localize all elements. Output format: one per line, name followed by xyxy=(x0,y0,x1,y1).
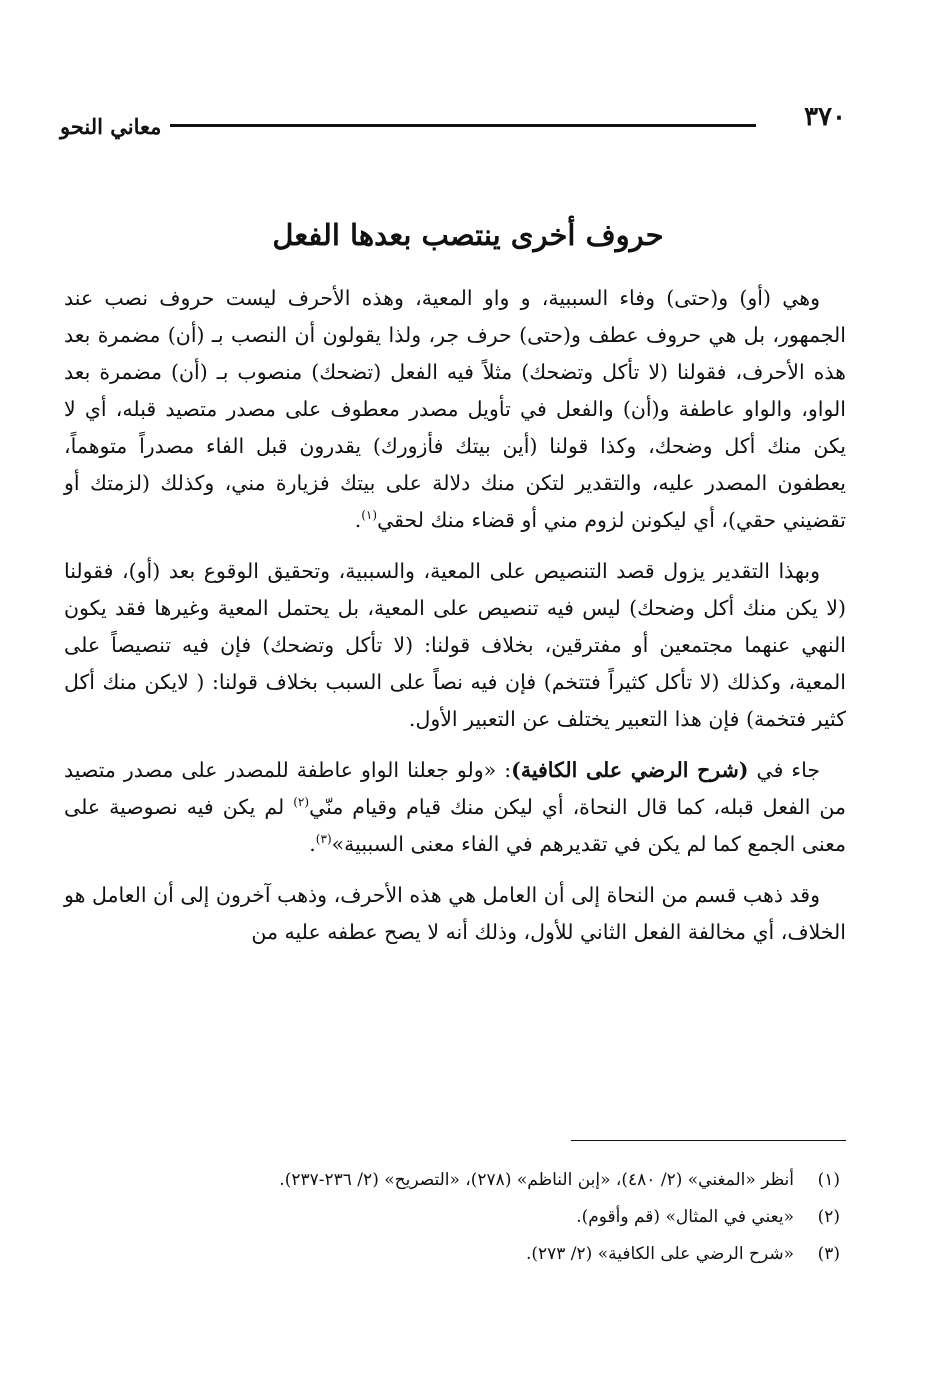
header-rule xyxy=(170,124,756,127)
paragraph-3-quote-b: لم يكن فيه نصوصية على معنى الجمع كما لم يكن في تقديرهم في الفاء معنى السببية» xyxy=(64,795,846,856)
paragraph-2 xyxy=(64,553,846,738)
footnotes xyxy=(64,1162,840,1273)
paragraph-4 xyxy=(64,877,846,951)
footnote-separator xyxy=(571,1140,846,1141)
footnote-ref-2: (٢) xyxy=(293,795,310,810)
paragraph-1: وهي (أو) و(حتى) وفاء السببية، و واو المعية، وهذه الأحرف ليست حروف نصب عند الجمهور، بل هي حروف عطف و(حتى) حرف جر، ولذا يقولون أن النصب بـ (أن) مضمرة بعد هذه الأحرف، فقولنا (لا تأكل وتضحك) مثلاً فيه الفعل (تضحك) منصوب بـ (أن) مضمرة بعد الواو، والواو عاطفة و(أن) والفعل في تأويل مصدر معطوف على مصدر متصيد قبله، أي لا يكن منك أكل وضحك، وكذا قولنا (أين بيتك فأزورك) يقدرون قبل الفاء مصدراً متوهماً، يعطفون المصدر عليه، والتقدير لتكن منك دلالة على بيتك فزيارة مني، وكذلك (لزمتك أو تقضيني حقي)، أي ليكونن لزوم مني أو قضاء منك لحقي$^{(١)}$. xyxy=(64,286,846,532)
chapter-title: حروف أخرى ينتصب بعدها الفعل xyxy=(272,218,664,252)
footnote-3-text: «شرح الرضي على الكافية» (٢/ ٢٧٣). xyxy=(525,1244,794,1264)
footnote-ref-1: (١) xyxy=(361,508,378,523)
page-number: ٣٧٠ xyxy=(804,102,846,132)
footnote-3-number: (٣) xyxy=(817,1244,840,1264)
body-text xyxy=(64,280,846,965)
footnote-2-text: «يعني في المثال» (قم وأقوم). xyxy=(576,1207,794,1227)
footnote-ref-3: (٣) xyxy=(315,832,332,847)
paragraph-2-text: وبهذا التقدير يزول قصد التنصيص على المعية، والسببية، وتحقيق الوقوع بعد (أو)، فقولنا (لا يكن منك أكل وضحك) ليس فيه تنصيص على المعية، بل يحتمل المعية وغيرها فقد يكون النهي عنهما مجتمعين أو مفترقين، بخلاف قولنا: (لا تأكل وتضحك) فإن فيه تنصيصاً على المعية، وكذلك (لا تأكل كثيراً فتتخم) فإن فيه نصاً على السبب بخلاف قولنا: ( لايكن منك أكل كثير فتخمة) فإن هذا التعبير يختلف عن التعبير الأول. xyxy=(64,559,846,731)
paragraph-4-text: وقد ذهب قسم من النحاة إلى أن العامل هي هذه الأحرف، وذهب آخرون إلى أن العامل هو الخلاف، أي مخالفة الفعل الثاني للأول، وذلك أنه لا يصح عطفه عليه من xyxy=(64,883,846,944)
paragraph-3-lead: جاء في xyxy=(756,758,820,782)
footnote-1-number: (١) xyxy=(817,1170,840,1190)
book-title: معاني النحو xyxy=(60,114,162,139)
footnote-2-number: (٢) xyxy=(817,1207,840,1227)
running-header xyxy=(60,100,846,144)
paragraph-3-quote-a: : «ولو جعلنا الواو عاطفة للمصدر على مصدر متصيد من الفعل قبله، كما قال النحاة، أي ليكن منك قيام وقيام منّي xyxy=(64,758,846,819)
paragraph-1-text: وهي (أو) و(حتى) وفاء السببية، و واو المعية، وهذه الأحرف ليست حروف نصب عند الجمهور، بل هي حروف عطف و(حتى) حرف جر، ولذا يقولون أن النصب بـ (أن) مضمرة بعد هذه الأحرف، فقولنا (لا تأكل وتضحك) مثلاً فيه الفعل (تضحك) منصوب بـ (أن) مضمرة بعد الواو، والواو عاطفة و(أن) والفعل في تأويل مصدر معطوف على مصدر متصيد قبله، أي لا يكن منك أكل وضحك، وكذا قولنا (أين بيتك فأزورك) يقدرون قبل الفاء مصدراً متوهماً، يعطفون المصدر عليه، والتقدير لتكن منك دلالة على بيتك فزيارة مني، وكذلك (لزمتك أو تقضيني حقي)، أي ليكونن لزوم مني أو قضاء منك لحقي xyxy=(64,286,846,532)
source-title: (شرح الرضي على الكافية) xyxy=(511,758,749,782)
footnote-3 xyxy=(64,1236,840,1273)
paragraph-3: جاء في (شرح الرضي على الكافية): «ولو جعلنا الواو عاطفة للمصدر على مصدر متصيد من الفعل قبله، كما قال النحاة، أي ليكن منك قيام وقيام منّي$^{(٢)}$ لم يكن فيه نصوصية على معنى الجمع كما لم يكن في تقديرهم في الفاء معنى السببية»$^{(٣)}$. xyxy=(64,758,846,856)
footnote-1 xyxy=(64,1162,840,1199)
footnote-1-text: أنظر «المغني» (٢/ ٤٨٠)، «إبن الناظم» (٢٧٨)، «التصريح» (٢/ ٢٣٦-٢٣٧). xyxy=(279,1170,794,1190)
footnote-2 xyxy=(64,1199,840,1236)
